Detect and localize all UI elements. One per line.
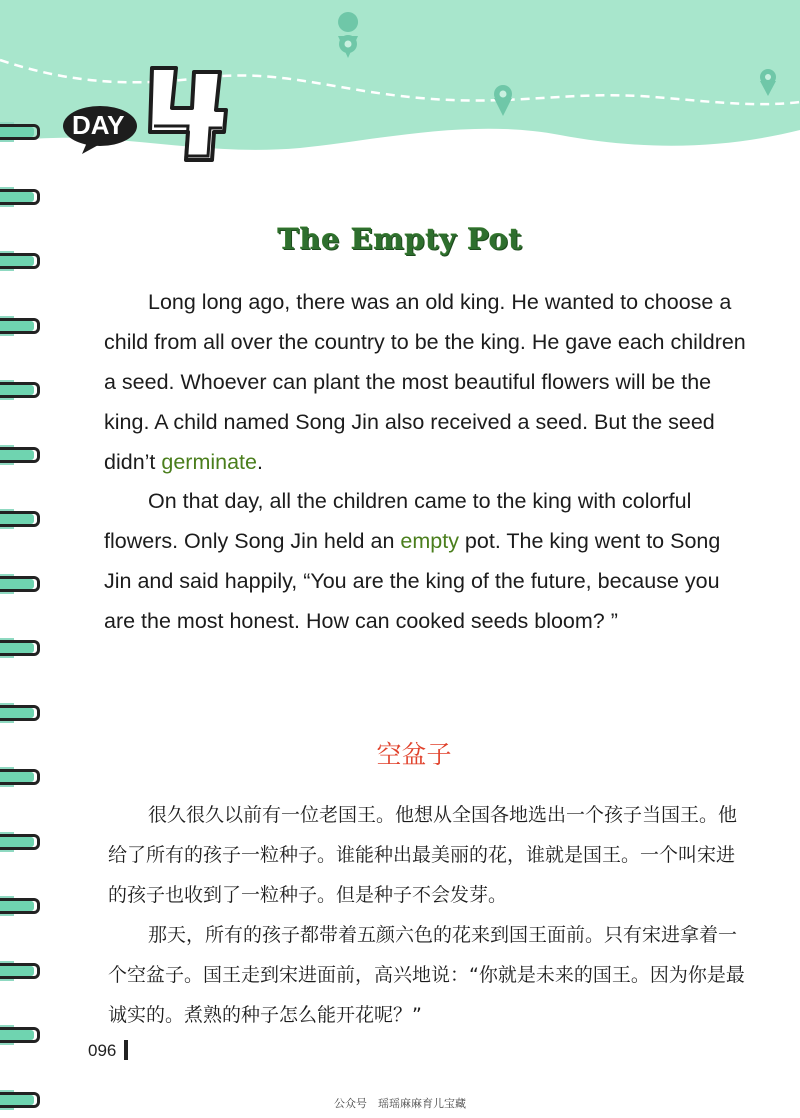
highlight-word-empty: empty [400, 529, 459, 553]
day-number-graphic [142, 64, 232, 164]
chinese-paragraph-2: 那天，所有的孩子都带着五颜六色的花来到国王面前。只有宋进拿着一个空盆子。国王走到宋进面前，高兴地说：“你就是未来的国王。因为你是最诚实的。煮熟的种子怎么能开花呢？” [108, 924, 745, 1026]
day-label: DAY [72, 110, 125, 140]
binder-ring [0, 1023, 44, 1047]
english-paragraph-2: On that day, all the children came to the king with colorful flowers. Only Song Jin held an empty pot. The king went to Song Jin and said happily, “You are the king of the future, because you are the most honest. How can cooked seeds bloom? ” [104, 489, 721, 633]
binder-ring [0, 378, 44, 402]
page-number: 096 [88, 1041, 117, 1060]
binder-ring [0, 830, 44, 854]
highlight-word-germinate: germinate [161, 450, 257, 474]
english-paragraph-1: Long long ago, there was an old king. He wanted to choose a child from all over the country to be the king. He gave each children a seed. Whoever can plant the most beautiful flowers will be the king. A child named Song Jin also received a seed. But the seed didn’t germinate. [104, 290, 746, 474]
page-number-bar [124, 1040, 128, 1060]
binder-ring [0, 636, 44, 660]
binder-ring [0, 185, 44, 209]
binder-rings [0, 120, 60, 1100]
chinese-title: 空盆子 [376, 740, 452, 769]
chinese-paragraph-1: 很久很久以前有一位老国王。他想从全国各地选出一个孩子当国王。他给了所有的孩子一粒种子。谁能种出最美丽的花，谁就是国王。一个叫宋进的孩子也收到了一粒种子。但是种子不会发芽。 [108, 804, 738, 906]
binder-ring [0, 507, 44, 531]
binder-ring [0, 314, 44, 338]
binder-ring [0, 120, 44, 144]
binder-ring [0, 959, 44, 983]
binder-ring [0, 443, 44, 467]
binder-ring [0, 701, 44, 725]
english-title: The Empty Pot [277, 222, 523, 256]
day-number: 4 [142, 64, 143, 65]
binder-ring [0, 572, 44, 596]
binder-ring [0, 894, 44, 918]
footer-watermark: 公众号 瑶瑶麻麻育儿宝藏 [334, 1097, 466, 1110]
